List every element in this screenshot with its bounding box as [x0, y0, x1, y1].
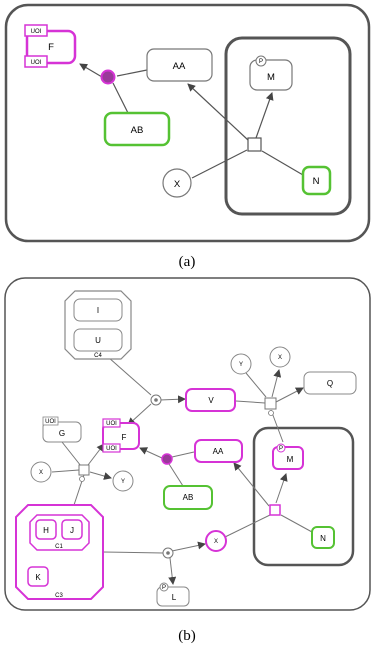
node-y-top-label: Y [238, 362, 244, 368]
caption-a: (a) [178, 254, 196, 270]
node-y-left-label: Y [120, 479, 126, 485]
uoi-bottom-label: UOI [30, 60, 42, 66]
node-v-label: V [208, 396, 214, 405]
node-aa-label: AA [172, 61, 186, 72]
association-c4-dot [154, 398, 158, 402]
edge-c3-to-assoc [103, 552, 163, 553]
association-node [162, 454, 172, 464]
complex-f-label: F [48, 42, 54, 53]
node-aa-label: AA [212, 447, 224, 456]
node-g-uoi-label: UOI [45, 419, 56, 425]
panel-b-inner-compartment [254, 428, 353, 565]
edge-assoc-to-x-center [172, 544, 205, 551]
panel-a [6, 5, 369, 241]
edge-y-top-to-process [246, 373, 266, 397]
node-f-uoi-bottom-label: UOI [106, 446, 117, 452]
node-ab-label: AB [182, 493, 194, 502]
edge-x-left-to-left-process [52, 470, 79, 472]
node-f-label: F [121, 433, 127, 442]
edge-ab-to-association [169, 464, 183, 486]
process-node [248, 138, 261, 151]
edge-assoc-to-l [170, 558, 173, 584]
edge-assoc-to-v [160, 399, 185, 400]
node-m-p-label: P [278, 446, 284, 452]
node-x-top-label: X [277, 355, 283, 361]
node-l-p-label: P [161, 585, 167, 591]
node-m-p-label: P [258, 59, 264, 65]
complex-f [25, 25, 75, 67]
edge-left-process-to-y [90, 472, 111, 478]
edge-process-to-x-top [272, 370, 279, 397]
node-u-label: U [95, 336, 101, 345]
complex-c4-label: C4 [94, 353, 102, 359]
process-left-port [80, 477, 85, 482]
association-node [102, 71, 115, 84]
process-bottom [270, 505, 280, 515]
complex-c3 [16, 505, 103, 599]
edge-n-to-process [262, 151, 303, 175]
process-top [265, 398, 276, 409]
uoi-top-label: UOI [30, 29, 42, 35]
edge-process-to-m-inner [276, 474, 286, 503]
edge-association-to-f [140, 448, 162, 458]
node-x-left-label: X [38, 470, 44, 476]
complex-c3-label: C3 [55, 593, 63, 599]
edge-process-to-aa [188, 84, 248, 140]
complex-c4 [65, 291, 131, 359]
caption-b: (b) [178, 628, 196, 644]
node-m-label: M [286, 455, 294, 464]
node-q-label: Q [326, 379, 334, 388]
edge-x-to-process [192, 150, 247, 178]
edge-process-to-n [281, 515, 312, 532]
node-i-label: I [96, 306, 100, 315]
edge-aa-to-association [117, 70, 147, 76]
edge-aa-to-association [172, 452, 194, 457]
node-n-label: N [312, 176, 320, 187]
edge-v-to-process [236, 401, 265, 403]
node-x-label: X [173, 179, 181, 190]
complex-c1-label: C1 [55, 544, 63, 550]
edge-process-to-aa [234, 463, 269, 506]
edge-left-process-to-f [88, 444, 104, 465]
edge-c4-to-assoc [108, 357, 151, 395]
node-n-label: N [320, 534, 326, 543]
edge-ab-to-association [113, 83, 128, 113]
edge-assoc-to-f [128, 404, 151, 425]
node-h-label: H [43, 526, 49, 535]
process-left [79, 465, 89, 475]
panel-b [5, 278, 370, 610]
edge-g-to-left-process [62, 442, 81, 466]
node-l-label: L [171, 593, 177, 602]
node-g-label: G [58, 429, 66, 438]
node-ab-label: AB [130, 125, 144, 136]
node-f [103, 419, 139, 452]
node-f-uoi-top-label: UOI [106, 421, 117, 427]
association-bottom-dot [166, 551, 170, 555]
edge-process-to-m [256, 93, 272, 138]
node-m-label: M [267, 72, 275, 83]
node-x-center-label: X [213, 539, 219, 545]
node-k-label: K [35, 573, 41, 582]
edge-x-center-to-process [225, 515, 270, 537]
edge-association-to-f [80, 64, 102, 77]
edge-process-to-q [276, 388, 303, 402]
process-top-port [269, 411, 274, 416]
node-j-label: J [70, 526, 74, 535]
